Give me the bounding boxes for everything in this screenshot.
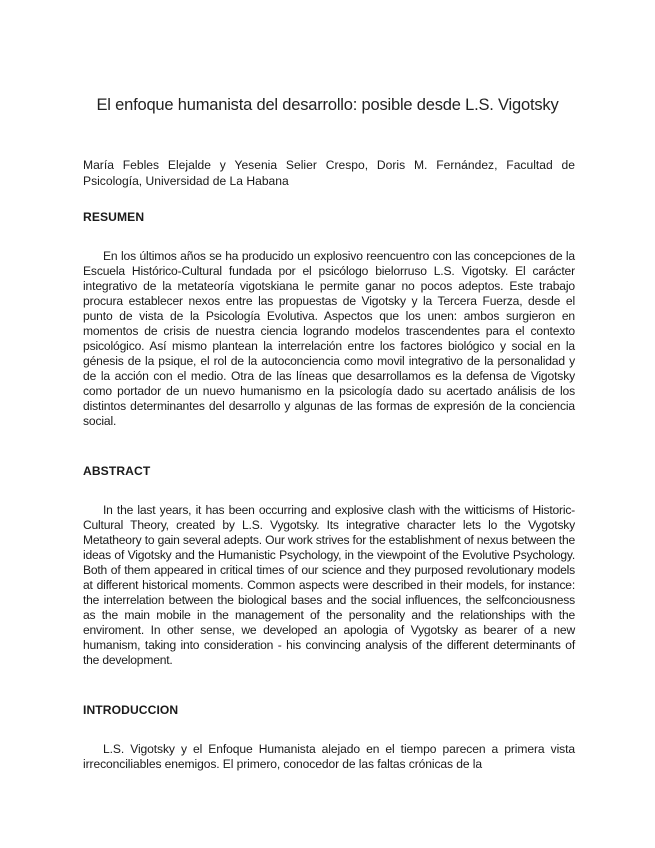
authors-affiliation: María Febles Elejalde y Yesenia Selier Crespo, Doris M. Fernández, Facultad de Psicología, Universidad de La Habana bbox=[83, 158, 575, 188]
introduccion-paragraph: L.S. Vigotsky y el Enfoque Humanista alejado en el tiempo parecen a primera vista irreconciliables enemigos. El primero, conocedor de las faltas crónicas de la bbox=[83, 742, 575, 771]
page-title: El enfoque humanista del desarrollo: posible desde L.S. Vigotsky bbox=[96, 96, 559, 114]
resumen-paragraph: En los últimos años se ha producido un explosivo reencuentro con las concepciones de la Escuela Histórico-Cultural fundada por el psicólogo bielorruso L.S. Vigotsky. El carácter integrativo de la metateoría vigotskiana le permite ganar no pocos adeptos. Este trabajo procura establecer nexos entre las propuestas de Vigotsky y la Tercera Fuerza, desde el punto de vista de la Psicología Evolutiva. Aspectos que los unen: ambos surgieron en momentos de crisis de nuestra ciencia logrando modelos trascendentes para el contexto psicológico. Así mismo plantean la interrelación entre los factores biológico y social en la génesis de la psique, el rol de la autoconciencia como movil integrativo de la personalidad y de la acción con el medio. Otra de las líneas que desarrollamos es la defensa de Vigotsky como portador de un nuevo humanismo en la psicología dado su acertado análisis de los distintos determinantes del desarrollo y algunas de las formas de expresión de la conciencia social. bbox=[83, 249, 575, 428]
abstract-paragraph: In the last years, it has been occurring and explosive clash with the witticisms of Historic-Cultural Theory, created by L.S. Vygotsky. Its integrative character lets lo the Vygotsky Metatheory to gain several adepts. Our work strives for the establishment of nexus between the ideas of Vigotsky and the Humanistic Psychology, in the viewpoint of the Evolutive Psychology. Both of them appeared in critical times of our science and they purposed revolutionary models at different historical moments. Common aspects were described in their models, for instance: the interrelation between the biological bases and the social influences, the selfconciousness as the main mobile in the management of the personality and the relationships with the enviroment. In other sense, we developed an apologia of Vygotsky as bearer of a new humanism, taking into consideration - his convincing analysis of the different determinants of the development. bbox=[83, 503, 575, 667]
section-heading-introduccion: INTRODUCCION bbox=[83, 703, 179, 717]
section-heading-abstract: ABSTRACT bbox=[83, 464, 151, 478]
section-heading-resumen: RESUMEN bbox=[83, 210, 145, 224]
